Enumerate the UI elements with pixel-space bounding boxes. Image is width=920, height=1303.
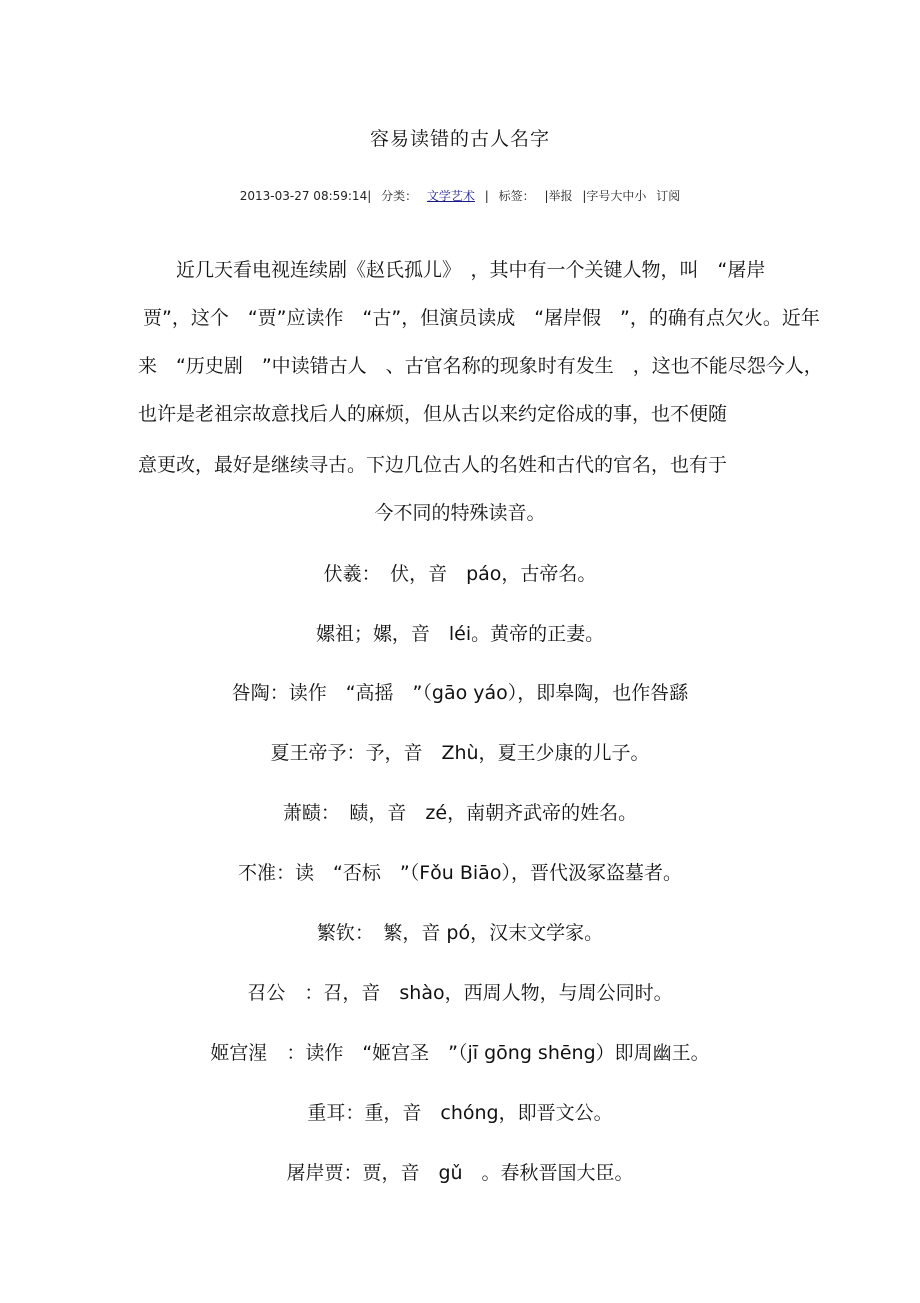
- intro-line: 来 “历史剧 ”中读错古人 、古官名称的现象时有发生 ，这也不能尽怨今人，: [138, 355, 823, 377]
- category-label: 分类：: [381, 189, 418, 203]
- page-title: 容易读错的古人名字: [369, 128, 550, 150]
- tags-label: 标签：: [498, 189, 535, 203]
- subscribe-link[interactable]: 订阅: [656, 189, 681, 203]
- name-entry: 嫘祖；嫘，音 léi。黄帝的正妻。: [315, 623, 605, 645]
- name-entry: 夏王帝予：予，音 Zhù，夏王少康的儿子。: [270, 742, 650, 764]
- name-entry: 姬宫湦 ：读作 “姬宫圣 ”（jī gōng shēng）即周幽王。: [210, 1042, 710, 1064]
- category-link[interactable]: 文学艺术: [426, 189, 475, 203]
- intro-line: 贾”，这个 “贾”应读作 “古”，但演员读成 “屠岸假 ”，的确有点欠火。近年: [143, 307, 820, 329]
- name-entry: 咎陶：读作 “高摇 ”（gāo yáo），即皋陶，也作咎繇: [231, 682, 689, 704]
- name-entry: 繁钦： 繁，音 pó，汉末文学家。: [316, 922, 604, 944]
- meta-separator: |: [484, 189, 489, 203]
- intro-line: 今不同的特殊读音。: [374, 502, 546, 524]
- name-entry: 屠岸贾：贾，音 gǔ 。春秋晋国大臣。: [286, 1162, 634, 1184]
- intro-line: 也许是老祖宗故意找后人的麻烦，但从古以来约定俗成的事，也不便随: [138, 403, 728, 425]
- font-size-control[interactable]: |字号大中小: [582, 189, 647, 203]
- name-entry: 重耳：重，音 chóng，即晋文公。: [307, 1102, 613, 1124]
- intro-line: 近几天看电视连续剧《赵氏孤儿》 ，其中有一个关键人物，叫 “屠岸: [176, 259, 766, 281]
- name-entry: 伏羲： 伏，音 páo，古帝名。: [323, 563, 597, 585]
- name-entry: 召公 ：召，音 shào，西周人物，与周公同时。: [247, 982, 673, 1004]
- name-entry: 不准：读 “否标 ”（Fǒu Biāo），晋代汲冢盗墓者。: [238, 862, 682, 884]
- intro-line: 意更改，最好是继续寻古。下边几位古人的名姓和古代的官名，也有于: [138, 454, 728, 476]
- post-datetime: 2013-03-27 08:59:14|: [239, 189, 372, 203]
- name-entry: 萧赜： 赜，音 zé，南朝齐武帝的姓名。: [282, 802, 638, 824]
- report-link[interactable]: |举报: [544, 189, 573, 203]
- article-meta: [0, 187, 920, 204]
